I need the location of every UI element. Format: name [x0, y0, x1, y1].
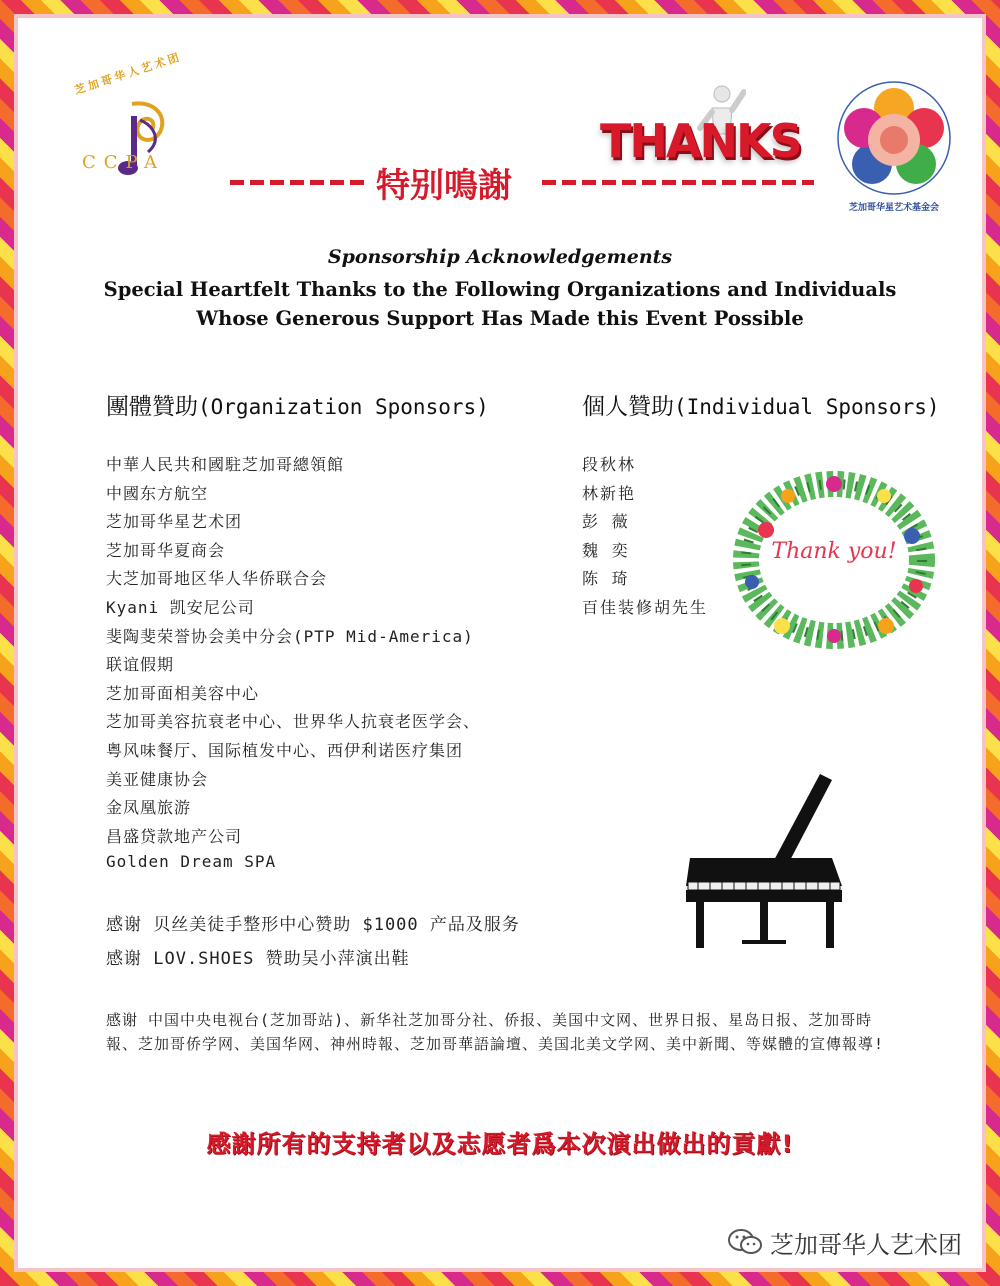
- title-dash-left: [230, 180, 370, 185]
- thanks-line-1: 感谢 贝丝美徒手整形中心赞助 $1000 产品及服务: [106, 915, 520, 935]
- title-chinese: 特别鳴謝: [376, 166, 512, 206]
- ind-heading-cn: 個人贊助: [582, 394, 674, 420]
- ccpa-logo: [72, 50, 202, 188]
- org-sponsors-heading: [106, 388, 489, 421]
- list-item: 百佳装修胡先生: [582, 597, 709, 617]
- list-item: 联谊假期: [106, 655, 175, 675]
- thanks-line-2: 感谢 LOV.SHOES 赞助吴小萍演出鞋: [106, 949, 410, 969]
- page-title: [230, 158, 815, 206]
- wechat-icon: [728, 1228, 762, 1256]
- list-item: 彭 薇: [582, 512, 630, 532]
- thank-you-wreath: [726, 470, 942, 650]
- foundation-logo: [832, 78, 956, 218]
- thanks-word: THANKS: [600, 114, 801, 168]
- list-item: 昌盛贷款地产公司: [106, 826, 243, 846]
- list-item: 中華人民共和國駐芝加哥總領館: [106, 455, 345, 474]
- list-item: 金凤凰旅游: [106, 798, 192, 818]
- media-thanks: 感谢 中国中央电视台(芝加哥站)、新华社芝加哥分社、侨报、美国中文网、世界日报、星岛日报、芝加哥時報、芝加哥侨学网、美国华网、神州時報、芝加哥華語論壇、美国北美文学网、美中新聞、等媒體的宣傳報導!: [106, 1011, 885, 1053]
- ccpa-arc-text: 芝加哥华人艺术团: [72, 50, 184, 98]
- list-item: 林新艳: [582, 483, 637, 503]
- org-sponsors-list: [106, 452, 480, 881]
- wreath-icon: [726, 470, 942, 650]
- org-heading-cn: 團體贊助: [106, 394, 198, 420]
- wechat-watermark: [728, 1226, 962, 1258]
- list-item: 芝加哥面相美容中心: [106, 683, 260, 703]
- bottom-thanks: 感謝所有的支持者以及志愿者爲本次演出做出的貢獻!: [206, 1130, 794, 1158]
- ind-heading-en: (Individual Sponsors): [674, 395, 940, 419]
- list-item: 大芝加哥地区华人华侨联合会: [106, 569, 328, 589]
- piano-icon: [682, 770, 848, 954]
- individual-sponsors-heading: [582, 388, 940, 421]
- wechat-account-name: 芝加哥华人艺术团: [770, 1230, 962, 1259]
- list-item: 芝加哥美容抗衰老中心、世界华人抗衰老医学会、: [106, 712, 481, 732]
- list-item: 陈 琦: [582, 569, 630, 589]
- ccpa-text: CCPA: [82, 152, 166, 173]
- individual-sponsors-list: [582, 452, 708, 624]
- list-item: Kyani 凯安尼公司: [106, 597, 255, 617]
- list-item: 美亚健康协会: [106, 769, 209, 789]
- acknowledgement-line-2: Whose Generous Support Has Made this Event Possible: [196, 307, 804, 330]
- acknowledgement-line-1: Special Heartfelt Thanks to the Following Organizations and Individuals: [103, 278, 897, 301]
- acknowledgement-heading: Sponsorship Acknowledgements: [327, 246, 673, 268]
- title-dash-right: [542, 180, 814, 185]
- wreath-text: Thank you!: [771, 539, 897, 564]
- flower-logo-icon: [832, 78, 956, 200]
- list-item: 魏 奕: [582, 540, 630, 560]
- list-item: Golden Dream SPA: [106, 852, 277, 872]
- org-heading-en: (Organization Sponsors): [198, 395, 489, 419]
- list-item: 中國东方航空: [106, 483, 209, 503]
- list-item: 芝加哥华夏商会: [106, 540, 226, 560]
- list-item: 斐陶斐荣誉协会美中分会(PTP Mid-America): [106, 626, 474, 646]
- list-item: 段秋林: [582, 455, 637, 474]
- piano-image: [682, 770, 848, 954]
- list-item: 粤风味餐厅、国际植发中心、西伊利诺医疗集团: [106, 740, 464, 760]
- foundation-label: 芝加哥华星艺术基金会: [848, 203, 939, 213]
- list-item: 芝加哥华星艺术团: [106, 512, 243, 532]
